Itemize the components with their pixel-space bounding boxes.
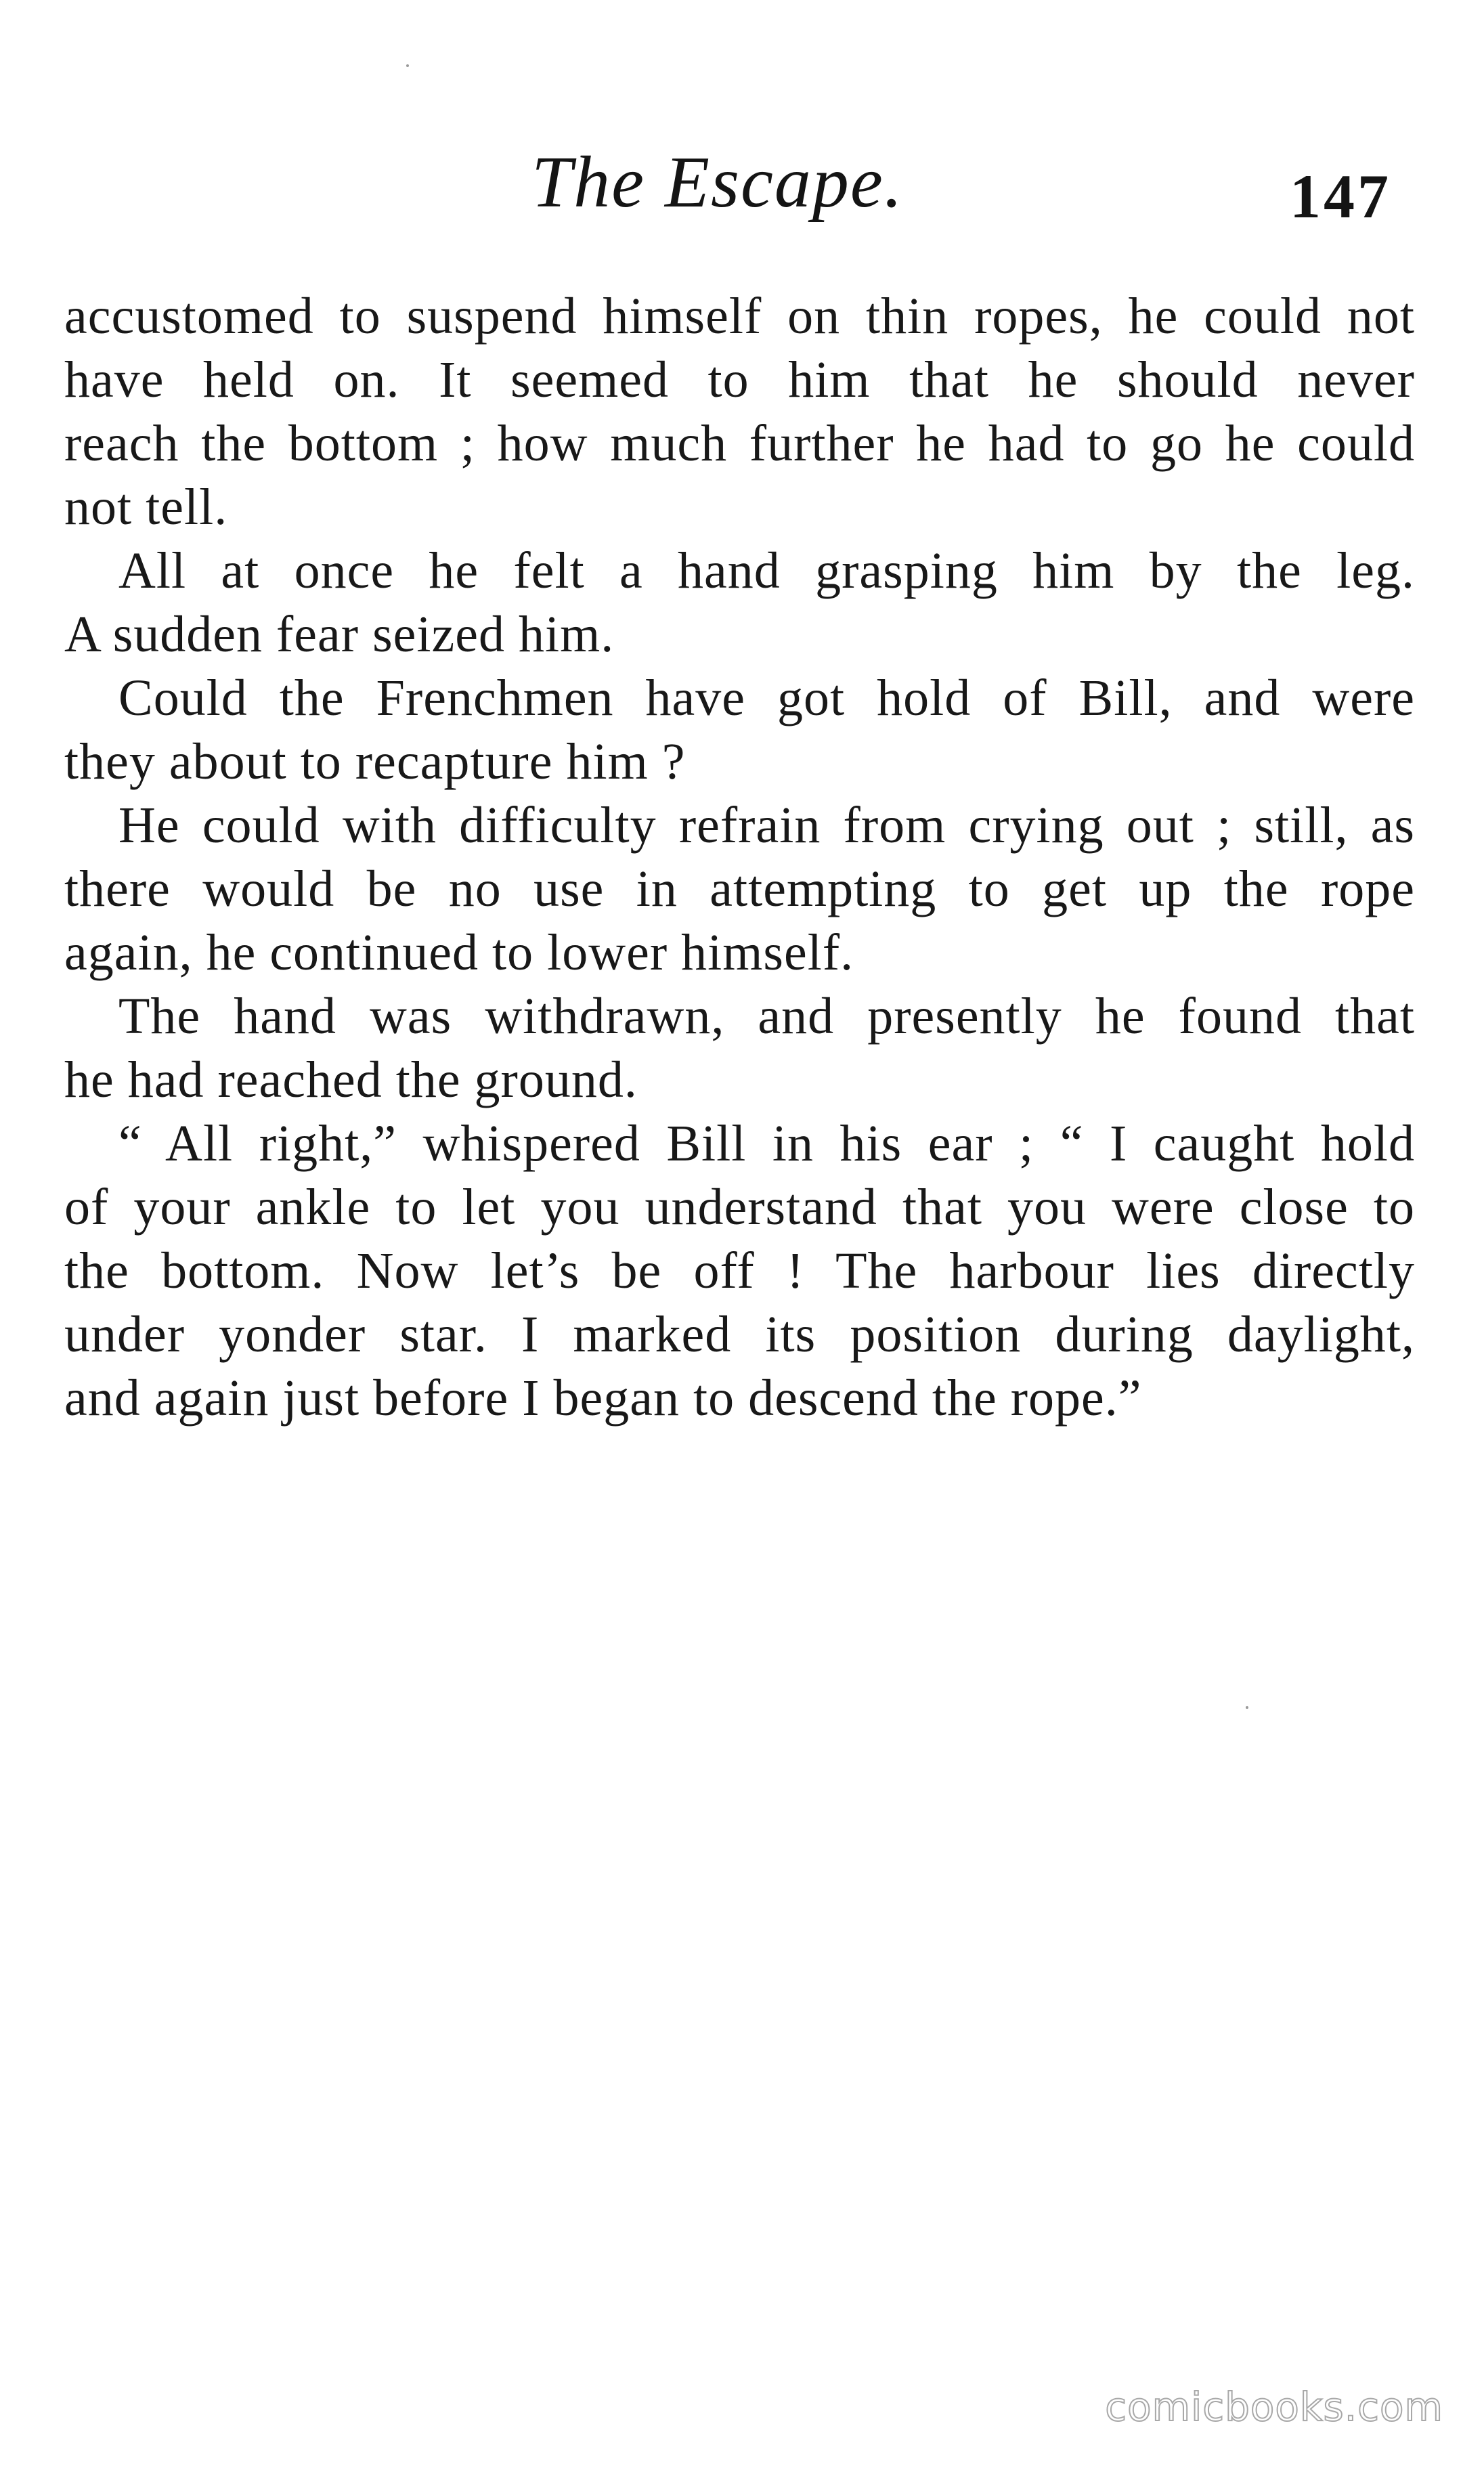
paragraph	[64, 539, 1415, 666]
text-line: A sudden fear seized him.	[64, 606, 615, 663]
paper-speck	[406, 64, 409, 67]
paragraph	[64, 666, 1415, 794]
paragraph	[64, 794, 1415, 984]
text-line: “ All right,” whispered Bill in his ear ; “ I caught hold	[118, 1115, 1415, 1172]
text-line: and again just before I began to descend the rope.”	[64, 1370, 1142, 1427]
text-line: not tell.	[64, 479, 228, 536]
watermark: comicbooks.com	[1105, 2384, 1443, 2430]
text-line: reach the bottom ; how much further he had to go he could	[64, 415, 1415, 472]
body-text	[64, 284, 1415, 1430]
text-line: the bottom. Now let’s be off ! The harbour lies directly	[64, 1242, 1415, 1299]
text-line: have held on. It seemed to him that he should never	[64, 351, 1415, 408]
text-line: He could with difficulty refrain from crying out ; still, as	[118, 797, 1415, 854]
text-line: he had reached the ground.	[64, 1051, 638, 1108]
text-line: All at once he felt a hand grasping him by the leg.	[118, 542, 1415, 599]
page-number: 147	[1290, 162, 1391, 231]
text-line: under yonder star. I marked its position during daylight,	[64, 1306, 1415, 1363]
text-line: there would be no use in attempting to get up the rope	[64, 861, 1415, 917]
paragraph	[64, 1112, 1415, 1430]
text-line: they about to recapture him ?	[64, 733, 686, 790]
text-line: again, he continued to lower himself.	[64, 924, 854, 981]
text-line: Could the Frenchmen have got hold of Bill, and were	[118, 670, 1415, 726]
text-line: accustomed to suspend himself on thin ropes, he could not	[64, 288, 1415, 345]
running-header-title: The Escape.	[531, 142, 904, 223]
paragraph	[64, 284, 1415, 539]
paragraph	[64, 984, 1415, 1112]
text-line: The hand was withdrawn, and presently he found that	[118, 988, 1415, 1045]
text-line: of your ankle to let you understand that you were close to	[64, 1179, 1415, 1236]
paper-speck	[1246, 1706, 1248, 1709]
